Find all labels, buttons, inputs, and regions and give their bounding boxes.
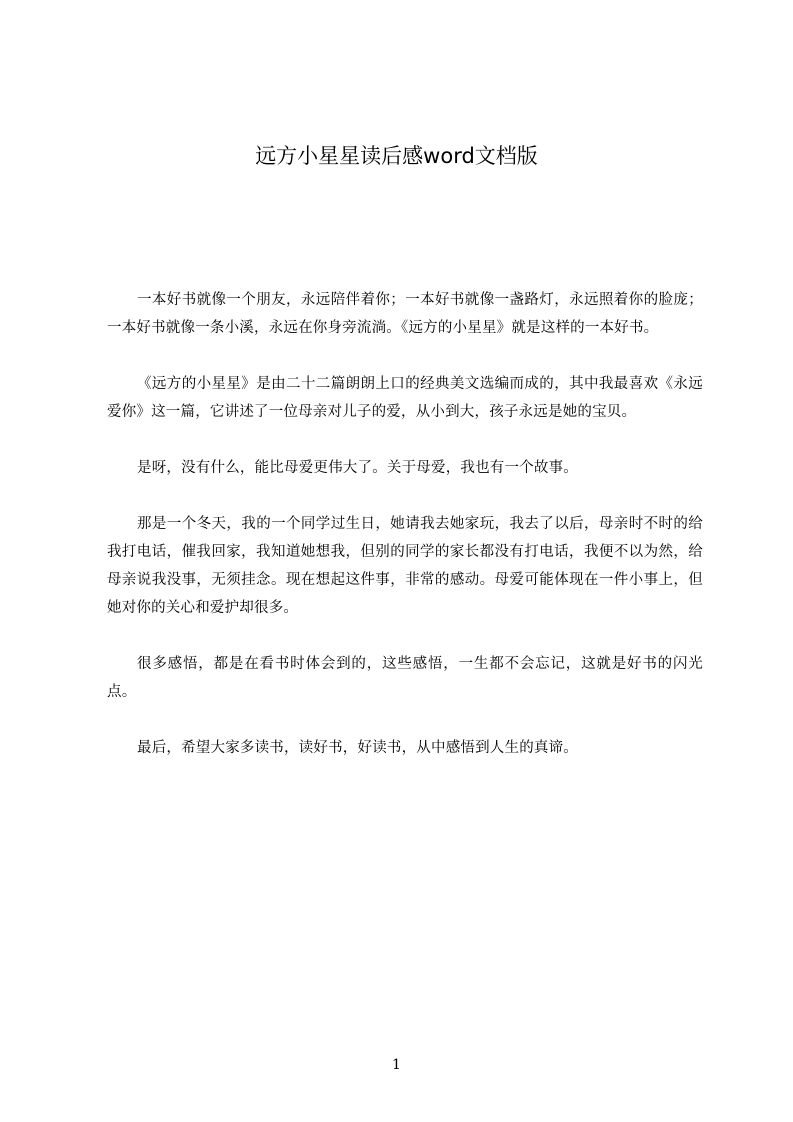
page-number: 1	[392, 1057, 401, 1073]
document-body	[107, 286, 703, 790]
paragraph-1: 一本好书就像一个朋友，永远陪伴着你；一本好书就像一盏路灯，永远照着你的脸庞；一本好书就像一条小溪，永远在你身旁流淌。《远方的小星星》就是这样的一本好书。	[107, 292, 703, 336]
paragraph-3: 是呀，没有什么，能比母爱更伟大了。关于母爱，我也有一个故事。	[137, 460, 578, 476]
paragraph-6: 最后，希望大家多读书，读好书，好读书，从中感悟到人生的真谛。	[137, 740, 578, 756]
paragraph-4: 那是一个冬天，我的一个同学过生日，她请我去她家玩，我去了以后，母亲时不时的给我打电话，催我回家，我知道她想我，但别的同学的家长都没有打电话，我便不以为然，给母亲说我没事，无须挂念。现在想起这件事，非常的感动。母爱可能体现在一件小事上，但她对你的关心和爱护却很多。	[107, 516, 703, 616]
paragraph-5: 很多感悟，都是在看书时体会到的，这些感悟，一生都不会忘记，这就是好书的闪光点。	[107, 656, 703, 700]
paragraph-2: 《远方的小星星》是由二十二篇朗朗上口的经典美文选编而成的，其中我最喜欢《永远爱你》这一篇，它讲述了一位母亲对儿子的爱，从小到大，孩子永远是她的宝贝。	[107, 376, 703, 420]
document-title: 远方小星星读后感word文档版	[255, 144, 538, 168]
